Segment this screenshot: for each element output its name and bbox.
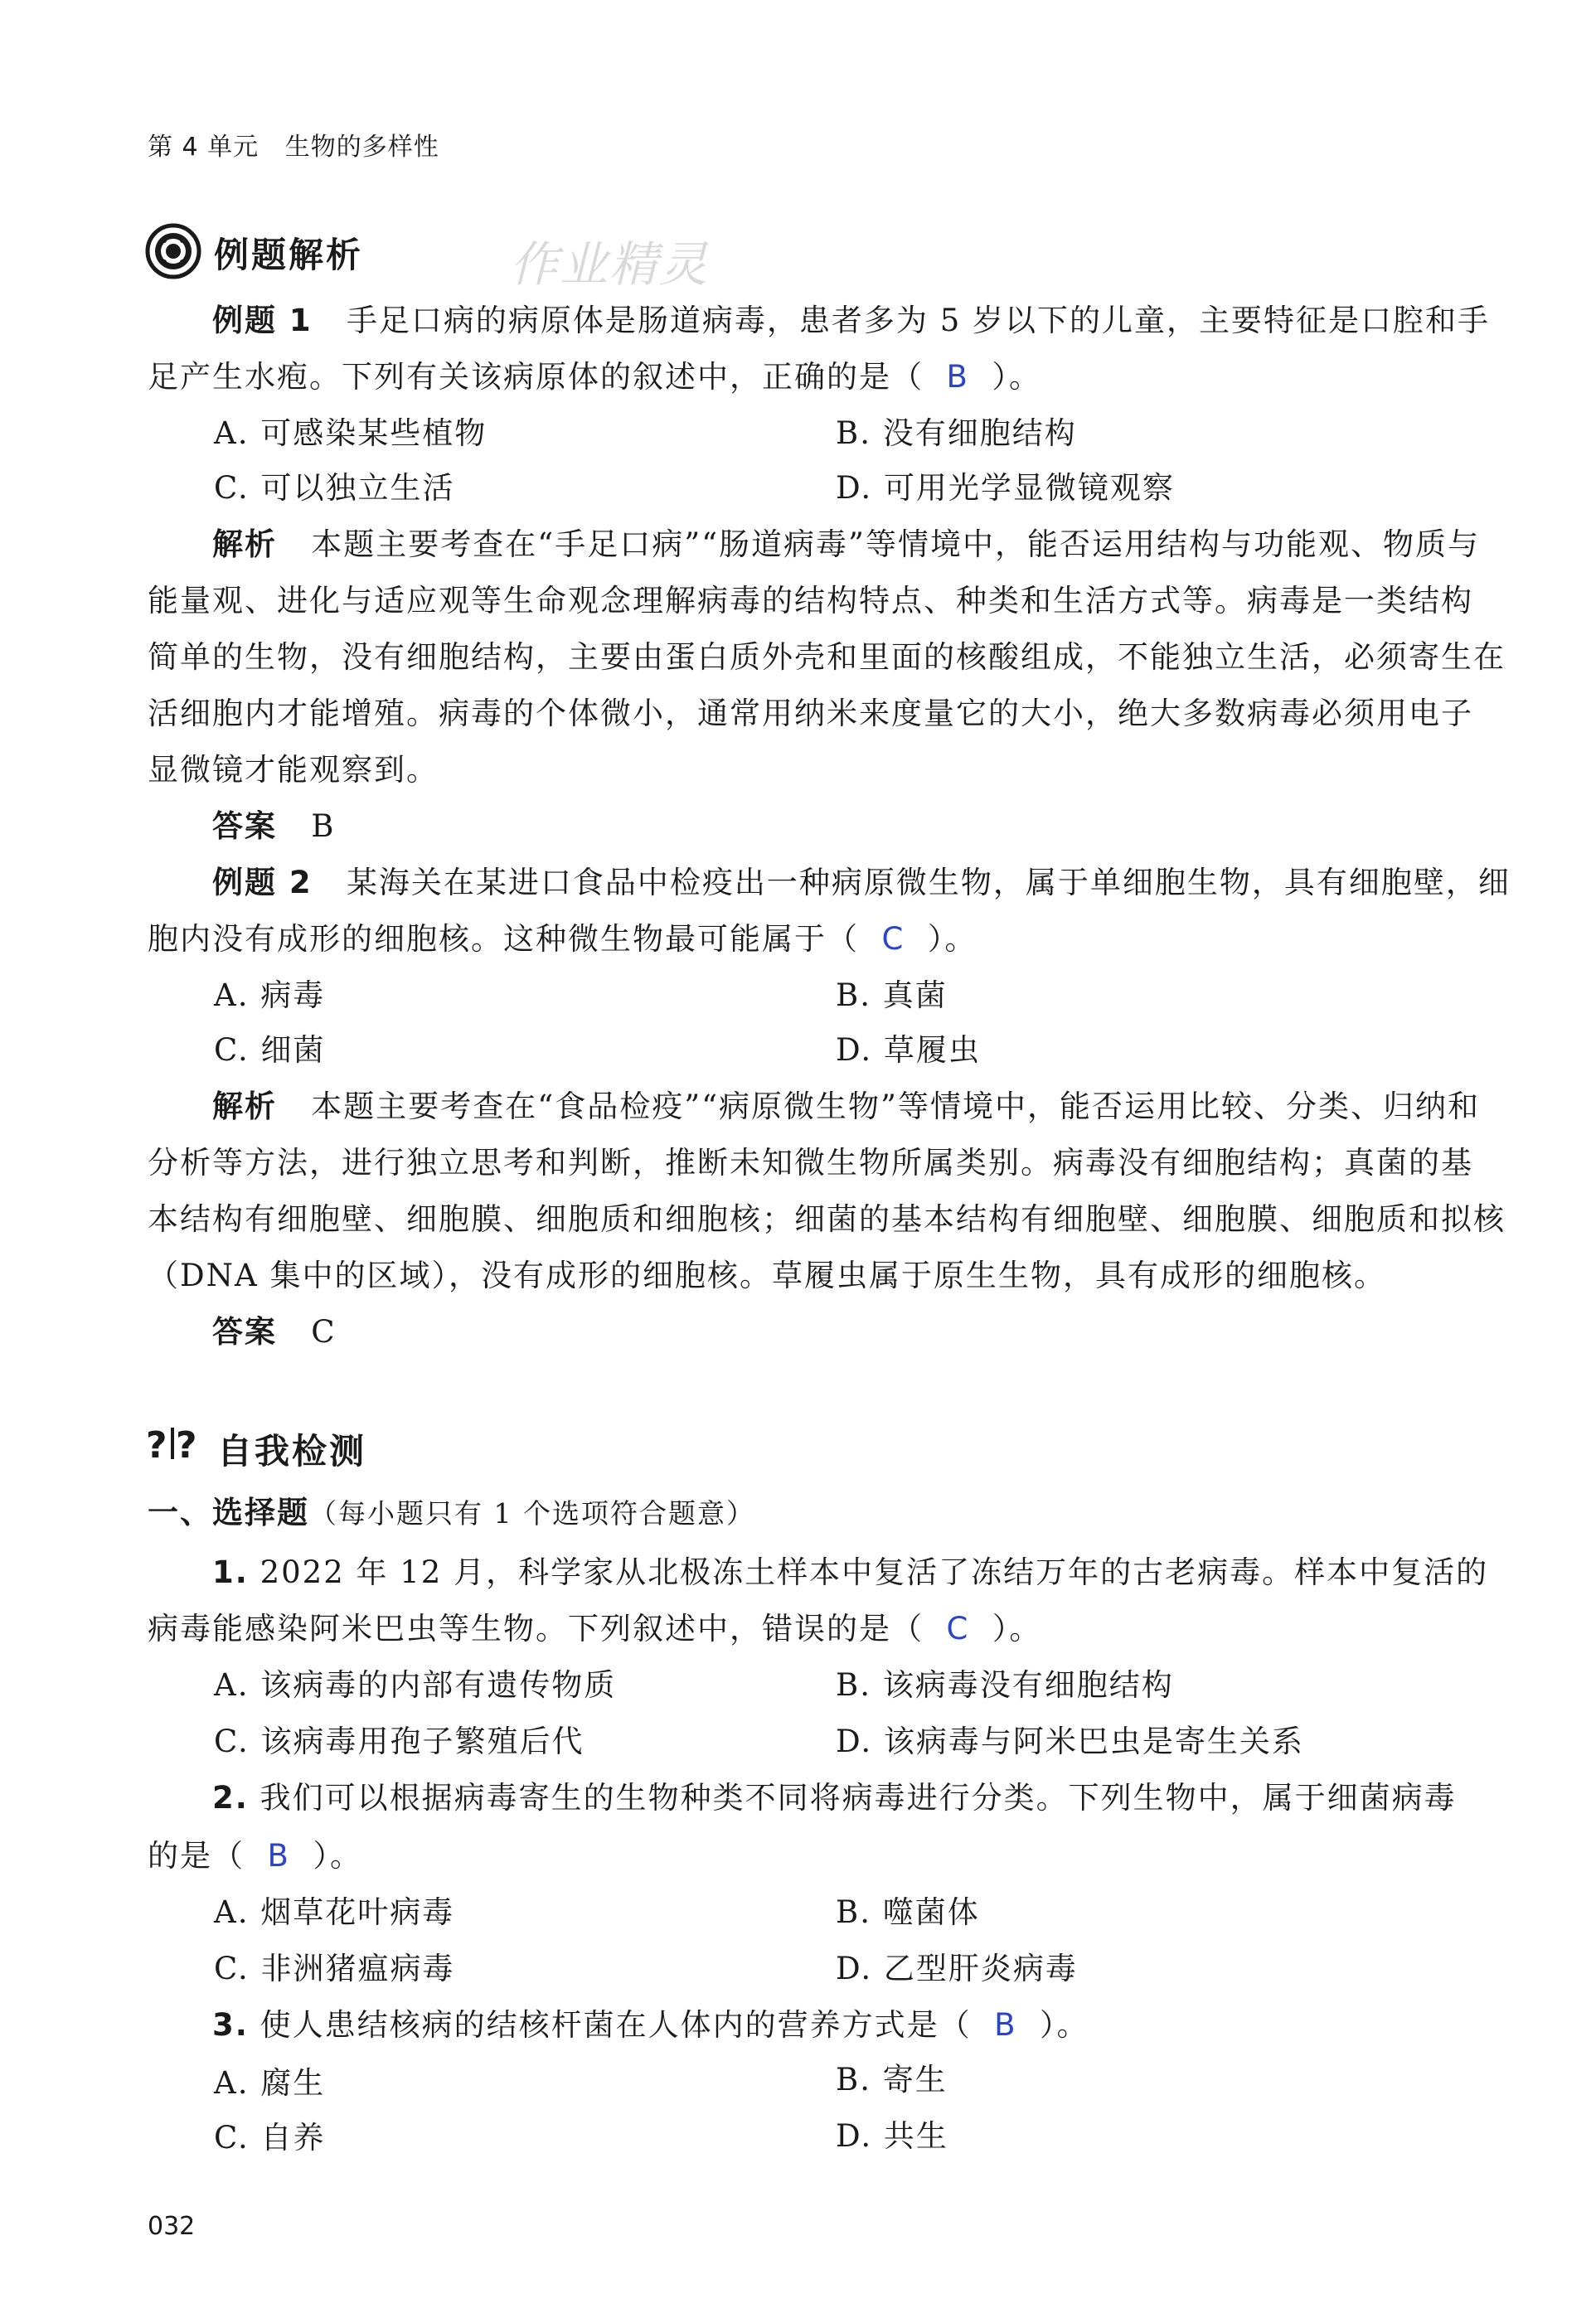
example1-label: 例题 1 [212, 303, 313, 338]
example2-analysis-line2: 分析等方法，进行独立思考和判断，推断未知微生物所属类别。病毒没有细胞结构；真菌的基 [148, 1145, 1473, 1181]
example1-stem: 足产生水疱。下列有关该病原体的叙述中，正确的是（ [148, 359, 924, 395]
example2-line2 [148, 921, 977, 957]
example2-option-b: B. 真菌 [836, 977, 948, 1013]
watermark: 作业精灵 [510, 236, 710, 293]
q2-text: 我们可以根据病毒寄生的生物种类不同将病毒进行分类。下列生物中，属于细菌病毒 [260, 1780, 1457, 1816]
unit-title: 生物的多样性 [284, 133, 439, 162]
example2-answer-line [212, 1314, 337, 1350]
q3-option-c: C. 自养 [214, 2120, 326, 2156]
q3-line1 [212, 2007, 1089, 2043]
q3-stem-end: ）。 [1040, 2007, 1089, 2043]
example1-analysis-line4: 活细胞内才能增殖。病毒的个体微小，通常用纳米来度量它的大小，绝大多数病毒必须用电子 [148, 696, 1473, 731]
q3-option-d: D. 共生 [836, 2118, 948, 2154]
example1-answer-line [212, 808, 336, 844]
q1-number: 1. [212, 1554, 249, 1590]
q3-option-b: B. 寄生 [836, 2062, 948, 2097]
example2-stem-end: ）。 [927, 921, 977, 957]
example1-option-b: B. 没有细胞结构 [836, 415, 1077, 451]
example2-text: 某海关在某进口食品中检疫出一种病原微生物，属于单细胞生物，具有细胞壁，细 [346, 865, 1511, 900]
q2-line1 [212, 1780, 1457, 1816]
example1-analysis-line1 [212, 526, 1480, 562]
example2-analysis-line4: （DNA 集中的区域），没有成形的细胞核。草履虫属于原生生物，具有成形的细胞核。 [148, 1258, 1387, 1293]
example1-analysis-label: 解析 [212, 526, 277, 562]
q3-option-a: A. 腐生 [214, 2065, 326, 2101]
example1-analysis-line5: 显微镜才能观察到。 [148, 752, 439, 788]
q2-answer-mark: B [267, 1838, 290, 1874]
unit-label: 第 4 单元 [148, 133, 260, 162]
example2-analysis-label: 解析 [212, 1089, 277, 1124]
q2-option-d: D. 乙型肝炎病毒 [836, 1951, 1078, 1986]
example1-analysis-line3: 简单的生物，没有细胞结构，主要由蛋白质外壳和里面的核酸组成，不能独立生活，必须寄生在 [148, 639, 1506, 675]
example1-option-c: C. 可以独立生活 [214, 470, 455, 506]
example1-line1 [212, 305, 1490, 336]
q2-option-c: C. 非洲猪瘟病毒 [214, 1951, 455, 1986]
svg-text:?: ? [146, 1424, 167, 1464]
section-title-examples: 例题解析 [214, 235, 364, 275]
example2-option-c: C. 细菌 [214, 1032, 326, 1068]
example2-line1 [212, 867, 1511, 898]
analysis-text: 本题主要考查在“手足口病”“肠道病毒”等情境中，能否运用结构与功能观、物质与 [311, 526, 1480, 562]
example2-analysis-line3: 本结构有细胞壁、细胞膜、细胞质和细胞核；细菌的基本结构有细胞壁、细胞膜、细胞质和拟核 [148, 1201, 1506, 1237]
q2-option-a: A. 烟草花叶病毒 [214, 1894, 455, 1930]
example1-stem-end: ）。 [992, 359, 1041, 395]
example1-option-d: D. 可用光学显微镜观察 [836, 470, 1175, 506]
q1-line1 [212, 1554, 1489, 1590]
q2-stem-end: ）。 [313, 1838, 362, 1874]
q2-number: 2. [212, 1780, 249, 1816]
q1-line2 [148, 1613, 1041, 1644]
q3-answer-mark: B [994, 2007, 1017, 2043]
example1-answer-mark: B [946, 359, 969, 395]
example1-text: 手足口病的病原体是肠道病毒，患者多为 5 岁以下的儿童，主要特征是口腔和手 [346, 303, 1490, 338]
q1-option-c: C. 该病毒用孢子繁殖后代 [214, 1724, 585, 1759]
example2-analysis-line1 [212, 1091, 1480, 1122]
q1-option-b: B. 该病毒没有细胞结构 [836, 1667, 1174, 1703]
q2-option-b: B. 噬菌体 [836, 1894, 980, 1930]
example1-analysis-line2: 能量观、进化与适应观等生命观念理解病毒的结构特点、种类和生活方式等。病毒是一类结构 [148, 583, 1473, 618]
example2-label: 例题 2 [212, 865, 313, 900]
q3-stem: 使人患结核病的结核杆菌在人体内的营养方式是（ [260, 2007, 972, 2043]
question-marks-icon [146, 1423, 199, 1467]
example2-option-d: D. 草履虫 [836, 1032, 981, 1068]
magnifier-icon [144, 222, 202, 284]
running-header [148, 126, 439, 162]
part-title-line [148, 1497, 755, 1528]
q1-answer-mark: C [946, 1611, 970, 1646]
example1-line2 [148, 359, 1041, 395]
example1-option-a: A. 可感染某些植物 [214, 415, 488, 451]
q1-stem: 病毒能感染阿米巴虫等生物。下列叙述中，错误的是（ [148, 1611, 924, 1646]
svg-text:?: ? [176, 1424, 197, 1464]
example2-answer-value: C [311, 1314, 337, 1350]
example2-stem: 胞内没有成形的细胞核。这种微生物最可能属于（ [148, 921, 859, 957]
q1-option-d: D. 该病毒与阿米巴虫是寄生关系 [836, 1724, 1304, 1759]
q2-stem: 的是（ [148, 1838, 245, 1874]
q1-stem-end: ）。 [992, 1611, 1042, 1646]
section-title-self-test: 自我检测 [217, 1431, 367, 1472]
example2-answer-mark: C [881, 921, 905, 957]
example1-answer-value: B [311, 808, 336, 844]
q2-line2 [148, 1838, 362, 1874]
page-number: 032 [148, 2212, 196, 2241]
q1-option-a: A. 该病毒的内部有遗传物质 [214, 1667, 617, 1703]
example2-answer-label: 答案 [212, 1314, 277, 1350]
part-title: 一、选择题 [148, 1495, 309, 1530]
q3-number: 3. [212, 2007, 249, 2043]
example2-option-a: A. 病毒 [214, 977, 326, 1013]
q1-text: 2022 年 12 月，科学家从北极冻土样本中复活了冻结万年的古老病毒。样本中复活的 [260, 1554, 1489, 1590]
part-note: （每小题只有 1 个选项符合题意） [309, 1497, 755, 1530]
example1-answer-label: 答案 [212, 808, 277, 844]
analysis-text: 本题主要考查在“食品检疫”“病原微生物”等情境中，能否运用比较、分类、归纳和 [311, 1089, 1480, 1124]
